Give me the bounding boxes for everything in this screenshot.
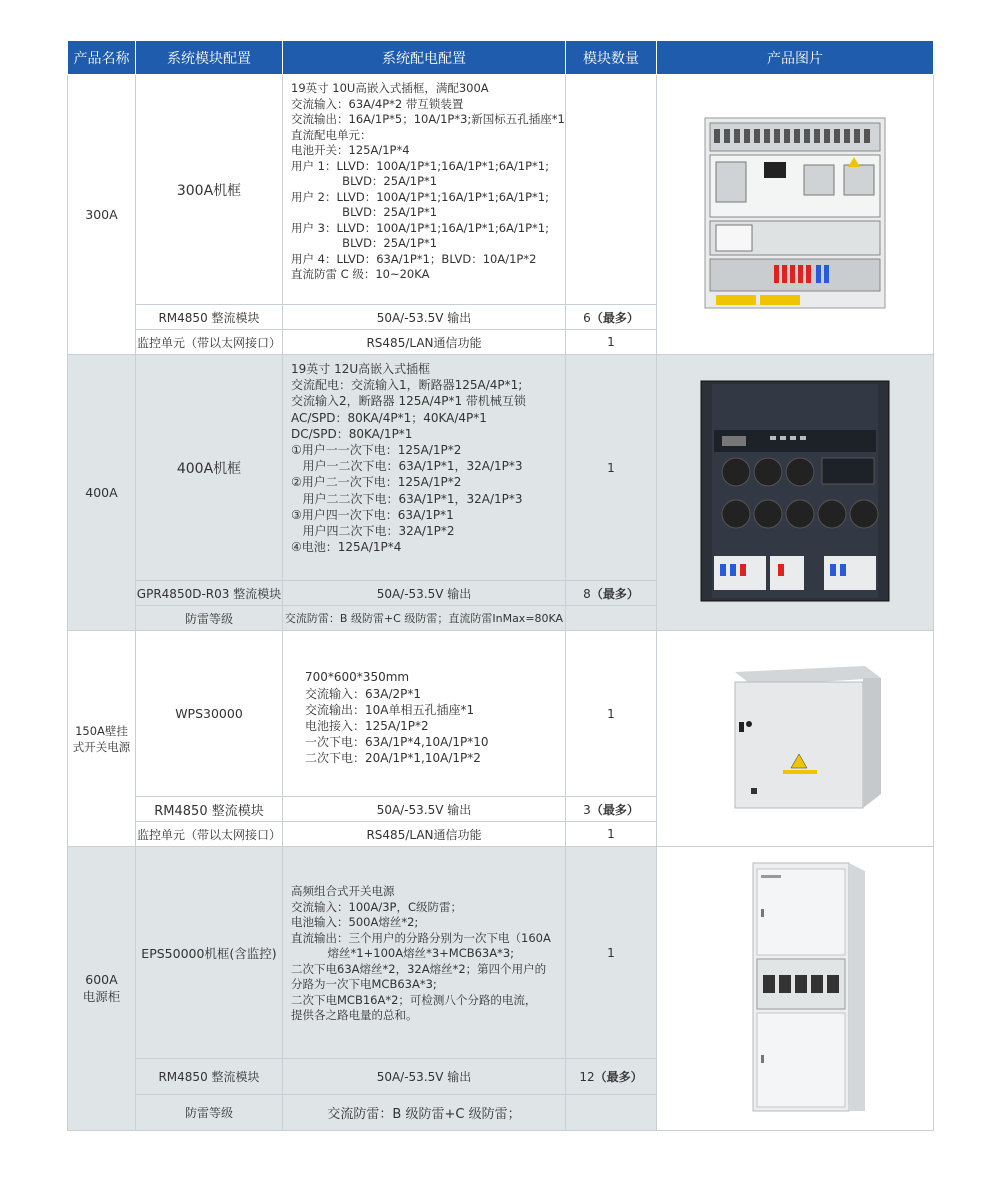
table-row: [68, 355, 934, 581]
module-qty: [566, 75, 657, 305]
module-name: 监控单元（带以太网接口）: [136, 822, 283, 847]
product-image: [657, 75, 934, 355]
wall-cabinet-photo: [705, 662, 885, 812]
module-spec: 50A/-53.5V 输出: [283, 797, 566, 822]
module-name: GPR4850D-R03 整流模块: [136, 581, 283, 606]
module-qty: 6（最多）: [566, 305, 657, 330]
module-spec: 50A/-53.5V 输出: [283, 1059, 566, 1095]
rack-400a-photo: [700, 380, 890, 602]
module-qty: [566, 1095, 657, 1131]
module-name: 防雷等级: [136, 1095, 283, 1131]
header-product-name: 产品名称: [68, 41, 136, 75]
rack-300a-photo: [704, 117, 886, 309]
table-row: [68, 631, 934, 797]
module-spec: 50A/-53.5V 输出: [283, 581, 566, 606]
distribution-config: 19英寸 12U高嵌入式插框 交流配电：交流输入1，断路器125A/4P*1; 交流输入2，断路器 125A/4P*1 带机械互锁 AC/SPD：80KA/4P*1；40KA/4P*1 DC/SPD：80KA/1P*1 ①用户一一次下电：125A/1P*2 用户一二次下电：63A/1P*1，32A/1P*3 ②用户二一次下电：125A/1P*2 用户二二次下电：63A/1P*1，32A/1P*3 ③用户四一次下电：63A/1P*1 用户四二次下电：32A/1P*2 ④电池：125A/1P*4: [283, 355, 566, 581]
product-name: 300A: [68, 75, 136, 355]
header-module-config: 系统模块配置: [136, 41, 283, 75]
frame-name: 300A机框: [136, 75, 283, 305]
table-row: [68, 847, 934, 1059]
module-qty: 8（最多）: [566, 581, 657, 606]
module-qty: 3（最多）: [566, 797, 657, 822]
frame-name: EPS50000机框(含监控): [136, 847, 283, 1059]
product-image: [657, 631, 934, 847]
product-name: 400A: [68, 355, 136, 631]
module-spec: 交流防雷：B 级防雷+C 级防雷；直流防雷InMax=80KA: [283, 606, 566, 631]
module-qty: 1: [566, 847, 657, 1059]
module-spec: 交流防雷：B 级防雷+C 级防雷；: [283, 1095, 566, 1131]
product-image: [657, 847, 934, 1131]
module-spec: 50A/-53.5V 输出: [283, 305, 566, 330]
header-module-qty: 模块数量: [566, 41, 657, 75]
module-name: 监控单元（带以太网接口）: [136, 330, 283, 355]
frame-name: 400A机框: [136, 355, 283, 581]
header-distribution-config: 系统配电配置: [283, 41, 566, 75]
module-name: RM4850 整流模块: [136, 305, 283, 330]
product-image: [657, 355, 934, 631]
product-name: 600A 电源柜: [68, 847, 136, 1131]
module-name: RM4850 整流模块: [136, 1059, 283, 1095]
module-spec: RS485/LAN通信功能: [283, 330, 566, 355]
module-qty: 12（最多）: [566, 1059, 657, 1095]
module-spec: RS485/LAN通信功能: [283, 822, 566, 847]
floor-cabinet-photo: [715, 859, 875, 1115]
table-row: [68, 75, 934, 305]
module-qty: 1: [566, 631, 657, 797]
distribution-config: 高频组合式开关电源 交流输入：100A/3P，C级防雷； 电池输入：500A熔丝*2; 直流输出：三个用户的分路分别为一次下电（160A 熔丝*1+100A熔丝*3+MCB63A*3; 二次下电63A熔丝*2，32A熔丝*2；第四个用户的 分路为一次下电MCB63A*3; 二次下电MCB16A*2；可检测八个分路的电流， 提供各之路电量的总和。: [283, 847, 566, 1059]
header-row: [68, 41, 934, 75]
module-qty: 1: [566, 330, 657, 355]
frame-name: WPS30000: [136, 631, 283, 797]
module-qty: [566, 606, 657, 631]
distribution-config: 19英寸 10U高嵌入式插框，满配300A 交流输入：63A/4P*2 带互锁装置 交流输出：16A/1P*5；10A/1P*3;新国标五孔插座*1 直流配电单元： 电池开关：125A/1P*4 用户 1：LLVD：100A/1P*1;16A/1P*1;6A/1P*1; BLVD：25A/1P*1 用户 2：LLVD：100A/1P*1;16A/1P*1;6A/1P*1; BLVD：25A/1P*1 用户 3：LLVD：100A/1P*1;16A/1P*1;6A/1P*1; BLVD：25A/1P*1 用户 4：LLVD：63A/1P*1；BLVD：10A/1P*2 直流防雷 C 级：10~20KA: [283, 75, 566, 305]
module-qty: 1: [566, 822, 657, 847]
product-table: [67, 40, 934, 1131]
header-product-image: 产品图片: [657, 41, 934, 75]
module-qty: 1: [566, 355, 657, 581]
distribution-config: 700*600*350mm 交流输入：63A/2P*1 交流输出：10A单相五孔插座*1 电池接入：125A/1P*2 一次下电：63A/1P*4,10A/1P*10 二次下电：20A/1P*1,10A/1P*2: [283, 631, 566, 797]
module-name: 防雷等级: [136, 606, 283, 631]
module-name: RM4850 整流模块: [136, 797, 283, 822]
product-name: 150A壁挂 式开关电源: [68, 631, 136, 847]
